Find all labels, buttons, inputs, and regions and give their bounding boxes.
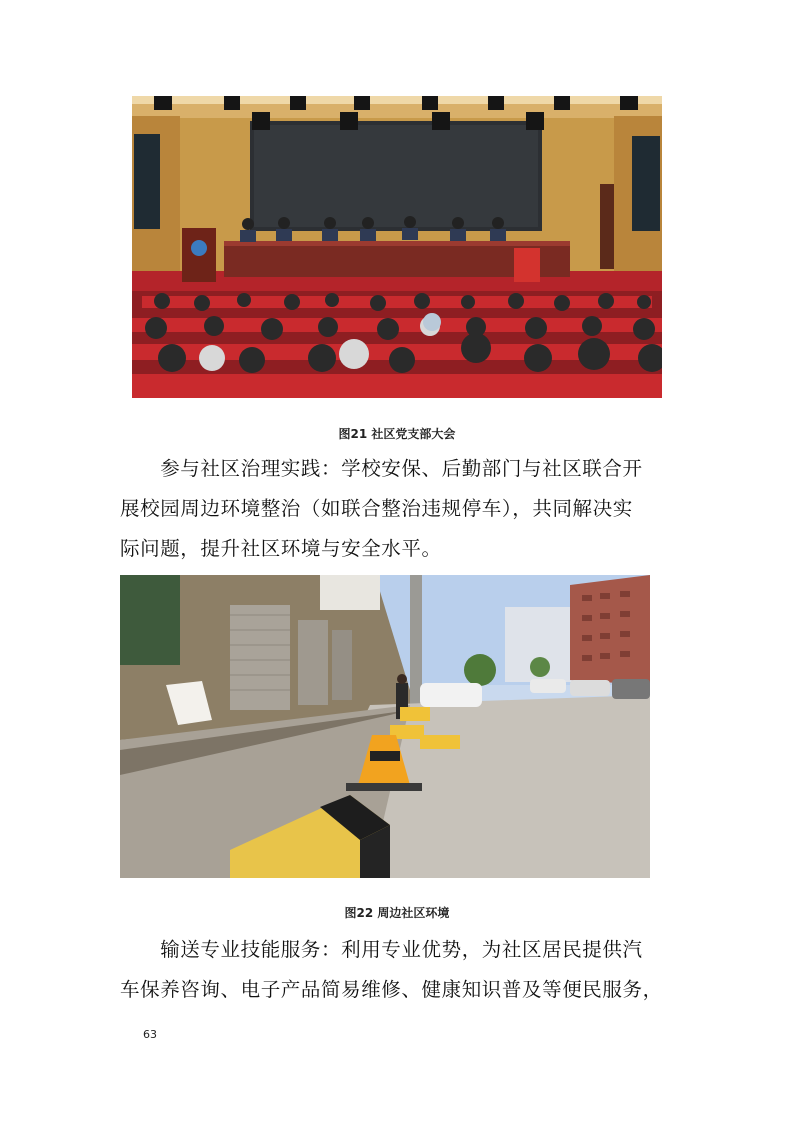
figure-caption: 图21 社区党支部大会 xyxy=(338,427,456,441)
street-scene-illustration xyxy=(120,575,650,878)
page-number: 63 xyxy=(143,1028,157,1041)
body-paragraph xyxy=(120,449,675,569)
paragraph-line: 输送专业技能服务：利用专业优势，为社区居民提供汽 xyxy=(120,938,643,961)
paragraph-line: 参与社区治理实践：学校安保、后勤部门与社区联合开 xyxy=(120,457,643,480)
paragraph-line: 展校园周边环境整治（如联合整治违规停车），共同解决实 xyxy=(120,497,633,520)
paragraph-line: 车保养咨询、电子产品简易维修、健康知识普及等便民服务， xyxy=(120,978,663,1001)
photo-surrounding-community xyxy=(120,575,650,878)
body-paragraph xyxy=(120,930,675,1010)
figure-caption: 图22 周边社区环境 xyxy=(344,906,450,920)
meeting-hall-illustration xyxy=(132,96,662,398)
paragraph-line: 际问题，提升社区环境与安全水平。 xyxy=(120,537,442,560)
photo-community-party-meeting xyxy=(132,96,662,398)
